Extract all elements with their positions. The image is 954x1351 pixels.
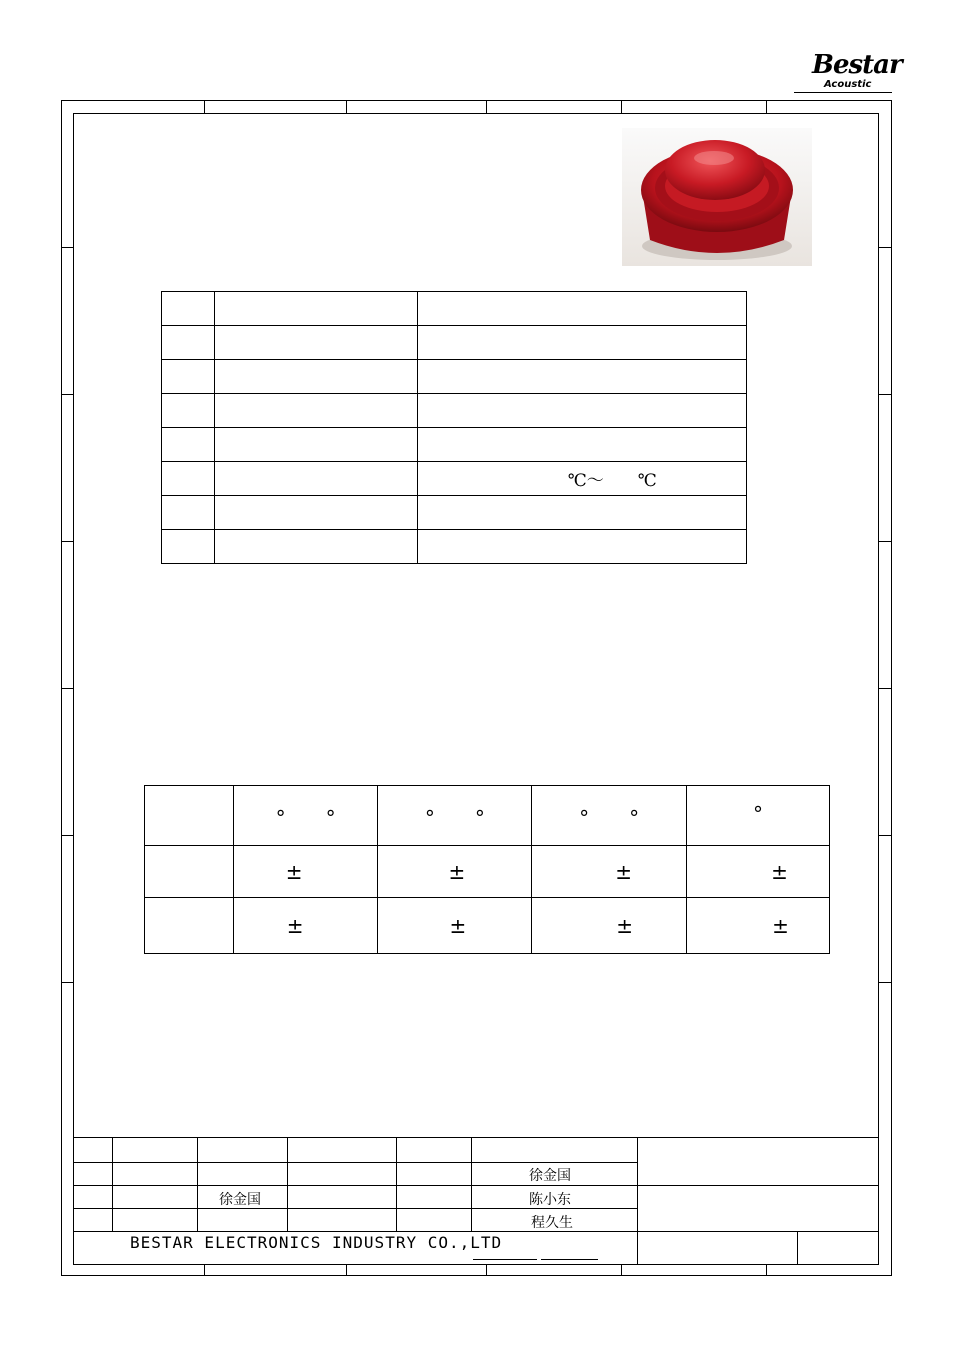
angle-label (145, 898, 234, 954)
designer-name: 徐金国 (529, 1168, 571, 1184)
table-row (162, 496, 747, 530)
spec-item (214, 496, 418, 530)
zone-tick (879, 247, 892, 248)
angle-header: ° ° (233, 786, 378, 846)
tolerance-cell: ± (532, 846, 687, 898)
spec-value (418, 394, 747, 428)
spec-item (214, 292, 418, 326)
spec-value (418, 428, 747, 462)
spec-no (162, 530, 215, 564)
angle-header: ° ° (378, 786, 532, 846)
tolerance-cell: ± (687, 898, 830, 954)
company-name: BESTAR ELECTRONICS INDUSTRY CO.,LTD (130, 1233, 503, 1252)
spec-no (162, 462, 215, 496)
table-row (145, 846, 830, 898)
spec-no (162, 292, 215, 326)
title-block-line (73, 1137, 879, 1138)
title-block-line (112, 1137, 113, 1231)
angle-table (144, 785, 830, 954)
zone-tick (61, 835, 73, 836)
zone-tick (621, 100, 622, 113)
logo-tagline: Acoustic (824, 79, 872, 90)
spec-item (214, 530, 418, 564)
title-block-line (471, 1137, 472, 1231)
company-logo (812, 44, 902, 96)
table-row (162, 462, 747, 496)
tolerance-cell: ± (378, 846, 532, 898)
zone-tick (621, 1264, 622, 1276)
zone-tick (61, 394, 73, 395)
zone-tick (879, 835, 892, 836)
spec-value (418, 496, 747, 530)
tolerance-cell: ± (233, 846, 378, 898)
spec-value-temperature: ℃～ ℃ (418, 462, 747, 496)
signature-line (473, 1259, 537, 1260)
zone-tick (61, 982, 73, 983)
spec-no (162, 326, 215, 360)
spec-value (418, 530, 747, 564)
angle-header (145, 786, 234, 846)
spec-no (162, 360, 215, 394)
angle-header: ° ° (532, 786, 687, 846)
title-block-line (73, 1185, 879, 1186)
spec-no (162, 394, 215, 428)
title-block-line (637, 1137, 638, 1265)
spec-table (161, 291, 747, 564)
zone-tick (879, 688, 892, 689)
zone-tick (61, 247, 73, 248)
zone-tick (61, 688, 73, 689)
title-block-line (73, 1162, 637, 1163)
angle-label (145, 846, 234, 898)
zone-tick (204, 1264, 205, 1276)
spec-value (418, 292, 747, 326)
table-row (162, 292, 747, 326)
table-row (145, 786, 830, 846)
logo-underline (794, 92, 892, 93)
zone-tick (346, 100, 347, 113)
product-photo (622, 128, 812, 266)
tolerance-cell: ± (687, 846, 830, 898)
table-row (162, 326, 747, 360)
zone-tick (486, 100, 487, 113)
tolerance-cell: ± (378, 898, 532, 954)
spec-item (214, 360, 418, 394)
tolerance-cell: ± (233, 898, 378, 954)
title-block-line (287, 1137, 288, 1231)
spec-no (162, 428, 215, 462)
table-row (162, 428, 747, 462)
spec-value (418, 326, 747, 360)
logo-brand: Bestar (812, 50, 902, 80)
spec-item (214, 462, 418, 496)
angle-header: ° (687, 786, 830, 846)
title-block-line (197, 1137, 198, 1231)
tolerance-cell: ± (532, 898, 687, 954)
signature-line (541, 1259, 598, 1260)
zone-tick (879, 541, 892, 542)
approver-name: 程久生 (531, 1215, 573, 1231)
title-block-line (73, 1231, 879, 1232)
zone-tick (766, 1264, 767, 1276)
table-row (162, 360, 747, 394)
spec-value (418, 360, 747, 394)
zone-tick (61, 541, 73, 542)
zone-tick (879, 394, 892, 395)
table-row (162, 394, 747, 428)
title-block-line (396, 1137, 397, 1231)
inner-frame (73, 113, 879, 1265)
zone-tick (486, 1264, 487, 1276)
checker-name: 陈小东 (529, 1192, 571, 1208)
table-row (145, 898, 830, 954)
drafter-name: 徐金国 (219, 1192, 261, 1208)
spec-item (214, 326, 418, 360)
title-block-line (797, 1231, 798, 1265)
zone-tick (766, 100, 767, 113)
zone-tick (346, 1264, 347, 1276)
spec-item (214, 428, 418, 462)
spec-no (162, 496, 215, 530)
zone-tick (204, 100, 205, 113)
spec-item (214, 394, 418, 428)
zone-tick (879, 982, 892, 983)
table-row (162, 530, 747, 564)
